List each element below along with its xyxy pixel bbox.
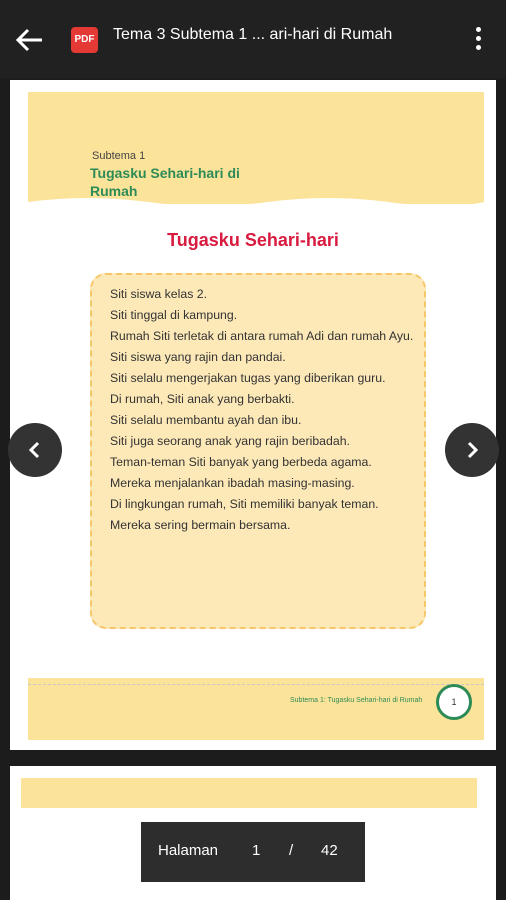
- reading-line: Siti siswa kelas 2.: [110, 287, 208, 301]
- pdf-page: [10, 80, 496, 750]
- more-options-icon[interactable]: [468, 24, 488, 54]
- reading-box: [90, 273, 426, 629]
- reading-line: Teman-teman Siti banyak yang berbeda agama.: [110, 455, 372, 469]
- back-arrow-icon[interactable]: [14, 26, 44, 54]
- page-title: Tugasku Sehari-hari: [167, 230, 339, 250]
- reading-line: Siti tinggal di kampung.: [110, 308, 238, 322]
- current-page: 1: [252, 842, 261, 859]
- reading-line: Siti selalu mengerjakan tugas yang diberikan guru.: [110, 371, 386, 385]
- page-indicator: [141, 822, 365, 882]
- previous-page-button[interactable]: [8, 423, 62, 477]
- pdf-file-icon: PDF: [71, 27, 98, 53]
- reading-line: Siti selalu membantu ayah dan ibu.: [110, 413, 302, 427]
- reading-line: Rumah Siti terletak di antara rumah Adi dan rumah Ayu.: [110, 329, 414, 343]
- chevron-left-icon: [23, 438, 47, 462]
- reading-line: Di rumah, Siti anak yang berbakti.: [110, 392, 295, 406]
- reading-line: Mereka sering bermain bersama.: [110, 518, 291, 532]
- next-page-button[interactable]: [445, 423, 499, 477]
- reading-line: Mereka menjalankan ibadah masing-masing.: [110, 476, 355, 490]
- chevron-right-icon: [460, 438, 484, 462]
- page-separator: /: [289, 842, 294, 859]
- subtema-label: Subtema 1: [92, 150, 146, 162]
- page-number-badge: 1: [436, 684, 472, 720]
- reading-lines: [92, 275, 424, 533]
- page-indicator-label: Halaman: [158, 842, 219, 859]
- footer-text: Subtema 1: Tugasku Sehari-hari di Rumah: [290, 697, 423, 704]
- app-bar: [0, 0, 506, 78]
- header-band: [21, 778, 477, 808]
- reading-line: Siti juga seorang anak yang rajin beribadah.: [110, 434, 350, 448]
- reading-line: Di lingkungan rumah, Siti memiliki banyak teman.: [110, 497, 379, 511]
- document-title: Tema 3 Subtema 1 ... ari-hari di Rumah: [113, 26, 393, 43]
- footer-band: [28, 678, 484, 740]
- total-pages: 42: [321, 842, 338, 859]
- subtema-title: Tugasku Sehari-hari di Rumah: [90, 165, 240, 199]
- reading-line: Siti siswa yang rajin dan pandai.: [110, 350, 286, 364]
